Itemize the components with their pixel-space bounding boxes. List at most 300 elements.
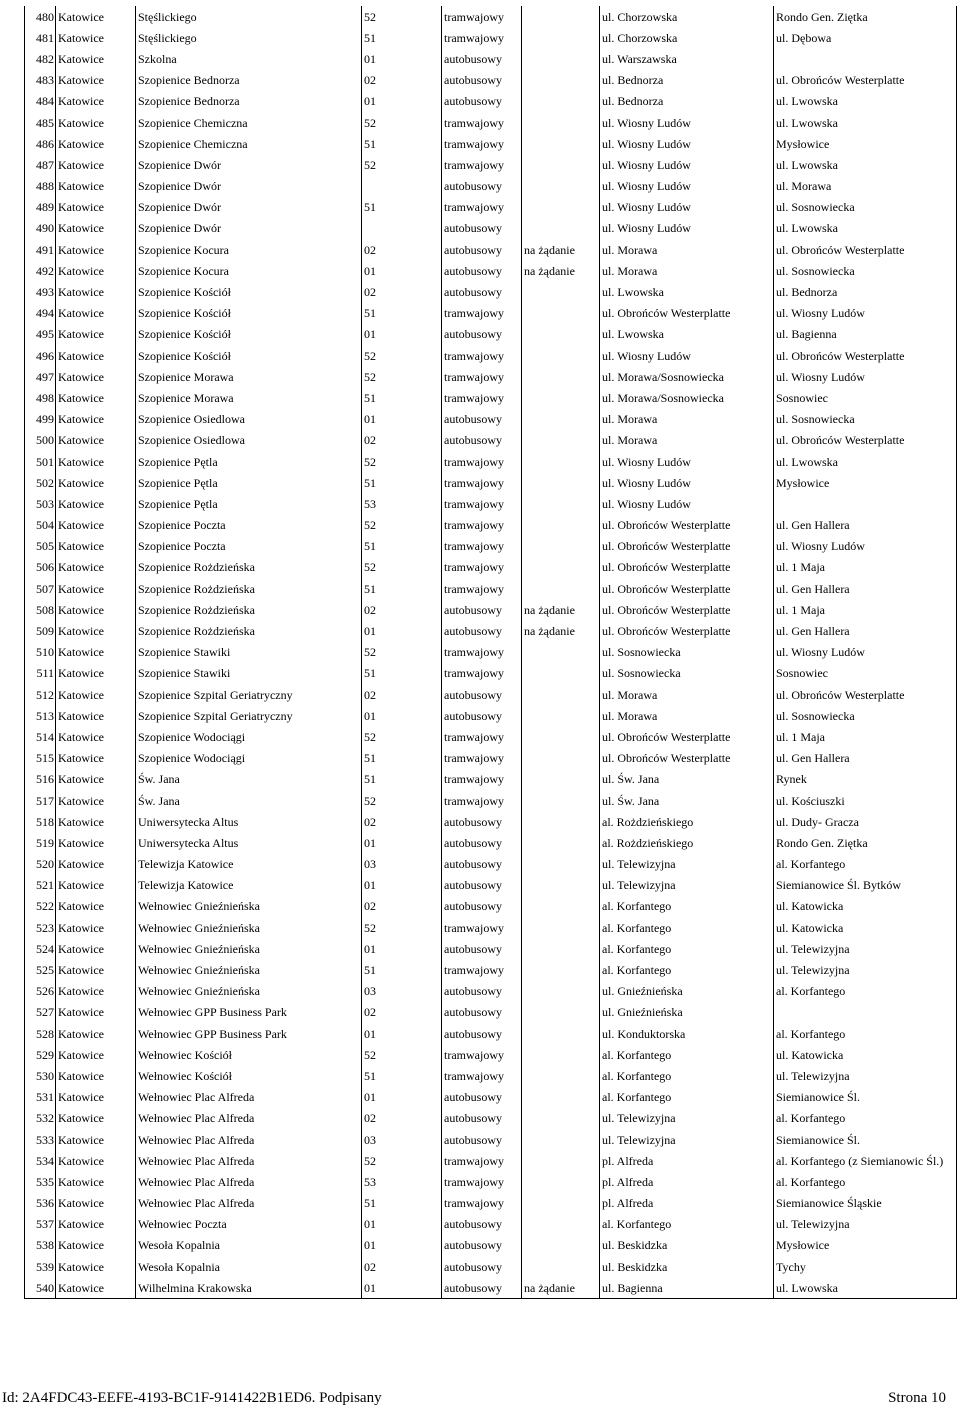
table-row [25, 769, 957, 790]
row-number-cell: 495 [25, 324, 56, 345]
street-cell: ul. Wiosny Ludów [600, 493, 774, 514]
direction-cell: ul. Telewizyjna [774, 1214, 957, 1235]
on-request-cell [522, 726, 600, 747]
on-request-cell [522, 981, 600, 1002]
stop-name-cell: Wełnowiec GPP Business Park [136, 1002, 362, 1023]
street-cell: ul. Chorzowska [600, 6, 774, 27]
table-row [25, 218, 957, 239]
direction-cell: ul. Lwowska [774, 451, 957, 472]
street-cell: al. Korfantego [600, 917, 774, 938]
stop-type-cell: autobusowy [442, 1256, 522, 1277]
stop-type-cell: autobusowy [442, 599, 522, 620]
row-number-cell: 501 [25, 451, 56, 472]
direction-cell: al. Korfantego (z Siemianowic Śl.) [774, 1150, 957, 1171]
on-request-cell [522, 1002, 600, 1023]
street-cell: ul. Telewizyjna [600, 1108, 774, 1129]
city-cell: Katowice [56, 959, 136, 980]
stop-type-cell: autobusowy [442, 91, 522, 112]
row-number-cell: 505 [25, 536, 56, 557]
on-request-cell [522, 684, 600, 705]
on-request-cell [522, 324, 600, 345]
street-cell: pl. Alfreda [600, 1150, 774, 1171]
city-cell: Katowice [56, 133, 136, 154]
direction-cell: ul. 1 Maja [774, 599, 957, 620]
table-row [25, 387, 957, 408]
row-number-cell: 486 [25, 133, 56, 154]
street-cell: ul. Św. Jana [600, 790, 774, 811]
street-cell: ul. Bednorza [600, 91, 774, 112]
stop-name-cell: Wełnowiec Kościół [136, 1044, 362, 1065]
direction-cell: ul. Sosnowiecka [774, 197, 957, 218]
stop-name-cell: Szopienice Dwór [136, 218, 362, 239]
direction-cell: ul. Sosnowiecka [774, 260, 957, 281]
city-cell: Katowice [56, 557, 136, 578]
post-number-cell: 53 [362, 493, 442, 514]
table-row [25, 1023, 957, 1044]
stop-type-cell: tramwajowy [442, 748, 522, 769]
stop-name-cell: Szopienice Kościół [136, 345, 362, 366]
street-cell: al. Korfantego [600, 1044, 774, 1065]
direction-cell: al. Korfantego [774, 1023, 957, 1044]
on-request-cell [522, 91, 600, 112]
stop-type-cell: autobusowy [442, 811, 522, 832]
city-cell: Katowice [56, 176, 136, 197]
on-request-cell [522, 176, 600, 197]
city-cell: Katowice [56, 70, 136, 91]
row-number-cell: 502 [25, 472, 56, 493]
city-cell: Katowice [56, 48, 136, 69]
street-cell: ul. Wiosny Ludów [600, 176, 774, 197]
stop-type-cell: autobusowy [442, 1002, 522, 1023]
direction-cell: ul. Dudy- Gracza [774, 811, 957, 832]
direction-cell: ul. Lwowska [774, 112, 957, 133]
direction-cell: ul. Telewizyjna [774, 1065, 957, 1086]
row-number-cell: 514 [25, 726, 56, 747]
street-cell: al. Korfantego [600, 1087, 774, 1108]
direction-cell: ul. Gen Hallera [774, 515, 957, 536]
street-cell: al. Korfantego [600, 938, 774, 959]
on-request-cell [522, 451, 600, 472]
table-row [25, 684, 957, 705]
city-cell: Katowice [56, 620, 136, 641]
stop-name-cell: Szopienice Stawiki [136, 663, 362, 684]
on-request-cell: na żądanie [522, 239, 600, 260]
city-cell: Katowice [56, 1214, 136, 1235]
row-number-cell: 491 [25, 239, 56, 260]
table-row [25, 154, 957, 175]
stop-name-cell: Wełnowiec Poczta [136, 1214, 362, 1235]
city-cell: Katowice [56, 748, 136, 769]
on-request-cell [522, 70, 600, 91]
on-request-cell [522, 854, 600, 875]
row-number-cell: 493 [25, 281, 56, 302]
city-cell: Katowice [56, 197, 136, 218]
row-number-cell: 487 [25, 154, 56, 175]
stop-type-cell: tramwajowy [442, 133, 522, 154]
city-cell: Katowice [56, 854, 136, 875]
city-cell: Katowice [56, 938, 136, 959]
table-row [25, 515, 957, 536]
row-number-cell: 530 [25, 1065, 56, 1086]
city-cell: Katowice [56, 1002, 136, 1023]
stops-table [24, 6, 957, 1299]
street-cell: ul. Lwowska [600, 324, 774, 345]
row-number-cell: 535 [25, 1171, 56, 1192]
table-row [25, 1214, 957, 1235]
stop-type-cell: tramwajowy [442, 472, 522, 493]
stop-name-cell: Szopienice Kościół [136, 324, 362, 345]
stop-type-cell: autobusowy [442, 684, 522, 705]
row-number-cell: 528 [25, 1023, 56, 1044]
stop-name-cell: Szopienice Pętla [136, 472, 362, 493]
table-row [25, 1087, 957, 1108]
stop-type-cell: autobusowy [442, 48, 522, 69]
city-cell: Katowice [56, 536, 136, 557]
post-number-cell: 01 [362, 409, 442, 430]
post-number-cell: 53 [362, 1171, 442, 1192]
table-row [25, 324, 957, 345]
table-row [25, 1277, 957, 1299]
row-number-cell: 503 [25, 493, 56, 514]
post-number-cell: 03 [362, 854, 442, 875]
stop-type-cell: autobusowy [442, 281, 522, 302]
street-cell: ul. Beskidzka [600, 1256, 774, 1277]
direction-cell: Sosnowiec [774, 663, 957, 684]
street-cell: ul. Chorzowska [600, 27, 774, 48]
street-cell: ul. Obrońców Westerplatte [600, 303, 774, 324]
street-cell: ul. Sosnowiecka [600, 642, 774, 663]
direction-cell: ul. 1 Maja [774, 726, 957, 747]
stop-type-cell: tramwajowy [442, 154, 522, 175]
post-number-cell: 52 [362, 557, 442, 578]
city-cell: Katowice [56, 451, 136, 472]
stop-type-cell: autobusowy [442, 832, 522, 853]
stop-type-cell: autobusowy [442, 324, 522, 345]
table-row [25, 239, 957, 260]
stop-type-cell: autobusowy [442, 620, 522, 641]
street-cell: ul. Bagienna [600, 1277, 774, 1299]
street-cell: ul. Obrońców Westerplatte [600, 536, 774, 557]
direction-cell: Siemianowice Śl. Bytków [774, 875, 957, 896]
direction-cell: al. Korfantego [774, 981, 957, 1002]
city-cell: Katowice [56, 1129, 136, 1150]
post-number-cell: 51 [362, 27, 442, 48]
stop-type-cell: tramwajowy [442, 515, 522, 536]
table-row [25, 642, 957, 663]
street-cell: al. Korfantego [600, 959, 774, 980]
on-request-cell [522, 303, 600, 324]
direction-cell: ul. Gen Hallera [774, 748, 957, 769]
city-cell: Katowice [56, 409, 136, 430]
direction-cell: ul. Lwowska [774, 1277, 957, 1299]
table-row [25, 938, 957, 959]
post-number-cell: 51 [362, 1193, 442, 1214]
street-cell: ul. Morawa [600, 239, 774, 260]
street-cell: ul. Obrońców Westerplatte [600, 557, 774, 578]
street-cell: ul. Obrońców Westerplatte [600, 515, 774, 536]
post-number-cell: 51 [362, 133, 442, 154]
stop-type-cell: tramwajowy [442, 6, 522, 27]
stop-name-cell: Telewizja Katowice [136, 875, 362, 896]
stop-type-cell: tramwajowy [442, 536, 522, 557]
on-request-cell [522, 472, 600, 493]
stop-name-cell: Wełnowiec Gnieźnieńska [136, 917, 362, 938]
post-number-cell: 51 [362, 1065, 442, 1086]
city-cell: Katowice [56, 684, 136, 705]
post-number-cell: 02 [362, 281, 442, 302]
city-cell: Katowice [56, 112, 136, 133]
post-number-cell: 52 [362, 917, 442, 938]
on-request-cell [522, 27, 600, 48]
stop-name-cell: Szopienice Chemiczna [136, 112, 362, 133]
street-cell: ul. Gnieźnieńska [600, 1002, 774, 1023]
table-row [25, 48, 957, 69]
row-number-cell: 512 [25, 684, 56, 705]
street-cell: ul. Wiosny Ludów [600, 112, 774, 133]
table-row [25, 133, 957, 154]
city-cell: Katowice [56, 663, 136, 684]
street-cell: ul. Wiosny Ludów [600, 133, 774, 154]
row-number-cell: 536 [25, 1193, 56, 1214]
city-cell: Katowice [56, 1235, 136, 1256]
on-request-cell [522, 1108, 600, 1129]
direction-cell: ul. Gen Hallera [774, 620, 957, 641]
on-request-cell [522, 832, 600, 853]
direction-cell: ul. Dębowa [774, 27, 957, 48]
city-cell: Katowice [56, 790, 136, 811]
stop-type-cell: autobusowy [442, 239, 522, 260]
row-number-cell: 485 [25, 112, 56, 133]
stop-name-cell: Telewizja Katowice [136, 854, 362, 875]
direction-cell: ul. Lwowska [774, 218, 957, 239]
on-request-cell [522, 1214, 600, 1235]
stop-type-cell: tramwajowy [442, 27, 522, 48]
city-cell: Katowice [56, 1044, 136, 1065]
direction-cell [774, 1002, 957, 1023]
table-row [25, 959, 957, 980]
on-request-cell [522, 48, 600, 69]
post-number-cell: 52 [362, 451, 442, 472]
row-number-cell: 480 [25, 6, 56, 27]
post-number-cell: 52 [362, 6, 442, 27]
stop-name-cell: Szopienice Szpital Geriatryczny [136, 705, 362, 726]
row-number-cell: 494 [25, 303, 56, 324]
on-request-cell [522, 790, 600, 811]
post-number-cell: 01 [362, 938, 442, 959]
table-row [25, 1129, 957, 1150]
table-row [25, 557, 957, 578]
direction-cell: ul. Wiosny Ludów [774, 303, 957, 324]
direction-cell: Tychy [774, 1256, 957, 1277]
stop-type-cell: tramwajowy [442, 790, 522, 811]
row-number-cell: 516 [25, 769, 56, 790]
stop-name-cell: Wilhelmina Krakowska [136, 1277, 362, 1299]
stop-name-cell: Szopienice Kocura [136, 239, 362, 260]
stop-type-cell: autobusowy [442, 1129, 522, 1150]
stop-type-cell: tramwajowy [442, 769, 522, 790]
city-cell: Katowice [56, 896, 136, 917]
city-cell: Katowice [56, 1087, 136, 1108]
stop-type-cell: tramwajowy [442, 557, 522, 578]
row-number-cell: 490 [25, 218, 56, 239]
city-cell: Katowice [56, 303, 136, 324]
table-row [25, 896, 957, 917]
table-row [25, 1044, 957, 1065]
row-number-cell: 496 [25, 345, 56, 366]
on-request-cell [522, 748, 600, 769]
row-number-cell: 507 [25, 578, 56, 599]
stop-name-cell: Św. Jana [136, 790, 362, 811]
stop-type-cell: autobusowy [442, 176, 522, 197]
stops-table-body [25, 6, 957, 1299]
city-cell: Katowice [56, 726, 136, 747]
table-row [25, 705, 957, 726]
on-request-cell [522, 112, 600, 133]
table-row [25, 409, 957, 430]
street-cell: ul. Wiosny Ludów [600, 154, 774, 175]
stop-type-cell: autobusowy [442, 1087, 522, 1108]
street-cell: ul. Konduktorska [600, 1023, 774, 1044]
table-row [25, 472, 957, 493]
stop-name-cell: Szopienice Osiedlowa [136, 409, 362, 430]
stop-name-cell: Szopienice Dwór [136, 154, 362, 175]
on-request-cell [522, 430, 600, 451]
post-number-cell: 51 [362, 959, 442, 980]
stop-name-cell: Wełnowiec Plac Alfreda [136, 1193, 362, 1214]
city-cell: Katowice [56, 154, 136, 175]
on-request-cell [522, 642, 600, 663]
city-cell: Katowice [56, 1023, 136, 1044]
street-cell: ul. Telewizyjna [600, 854, 774, 875]
stop-type-cell: tramwajowy [442, 366, 522, 387]
on-request-cell [522, 959, 600, 980]
city-cell: Katowice [56, 366, 136, 387]
table-row [25, 790, 957, 811]
stop-name-cell: Wełnowiec Gnieźnieńska [136, 981, 362, 1002]
table-row [25, 1150, 957, 1171]
street-cell: ul. Morawa [600, 430, 774, 451]
row-number-cell: 523 [25, 917, 56, 938]
direction-cell: ul. Wiosny Ludów [774, 642, 957, 663]
on-request-cell [522, 769, 600, 790]
post-number-cell: 51 [362, 387, 442, 408]
direction-cell [774, 48, 957, 69]
stop-type-cell: tramwajowy [442, 1193, 522, 1214]
post-number-cell: 02 [362, 599, 442, 620]
table-row [25, 112, 957, 133]
post-number-cell: 01 [362, 832, 442, 853]
street-cell: ul. Warszawska [600, 48, 774, 69]
on-request-cell [522, 663, 600, 684]
table-row [25, 854, 957, 875]
row-number-cell: 511 [25, 663, 56, 684]
post-number-cell: 52 [362, 726, 442, 747]
row-number-cell: 508 [25, 599, 56, 620]
post-number-cell: 52 [362, 345, 442, 366]
stop-name-cell: Wełnowiec Gnieźnieńska [136, 896, 362, 917]
stop-name-cell: Szopienice Rożdzieńska [136, 557, 362, 578]
street-cell: ul. Morawa [600, 409, 774, 430]
stop-type-cell: tramwajowy [442, 642, 522, 663]
row-number-cell: 534 [25, 1150, 56, 1171]
post-number-cell: 01 [362, 324, 442, 345]
row-number-cell: 483 [25, 70, 56, 91]
post-number-cell: 52 [362, 515, 442, 536]
city-cell: Katowice [56, 281, 136, 302]
row-number-cell: 532 [25, 1108, 56, 1129]
city-cell: Katowice [56, 917, 136, 938]
post-number-cell: 02 [362, 70, 442, 91]
row-number-cell: 515 [25, 748, 56, 769]
stop-type-cell: tramwajowy [442, 726, 522, 747]
stop-name-cell: Szopienice Rożdzieńska [136, 620, 362, 641]
stop-name-cell: Szkolna [136, 48, 362, 69]
page-number: Strona 10 [888, 1390, 946, 1406]
city-cell: Katowice [56, 1171, 136, 1192]
row-number-cell: 484 [25, 91, 56, 112]
table-row [25, 260, 957, 281]
stop-name-cell: Szopienice Rożdzieńska [136, 599, 362, 620]
post-number-cell: 01 [362, 1277, 442, 1299]
post-number-cell: 03 [362, 1129, 442, 1150]
city-cell: Katowice [56, 6, 136, 27]
stop-type-cell: tramwajowy [442, 1150, 522, 1171]
street-cell: ul. Wiosny Ludów [600, 472, 774, 493]
direction-cell: ul. Kościuszki [774, 790, 957, 811]
on-request-cell: na żądanie [522, 260, 600, 281]
row-number-cell: 531 [25, 1087, 56, 1108]
direction-cell: ul. Sosnowiecka [774, 705, 957, 726]
street-cell: ul. Wiosny Ludów [600, 345, 774, 366]
table-row [25, 811, 957, 832]
direction-cell: Sosnowiec [774, 387, 957, 408]
city-cell: Katowice [56, 472, 136, 493]
table-row [25, 981, 957, 1002]
direction-cell: al. Korfantego [774, 1171, 957, 1192]
city-cell: Katowice [56, 239, 136, 260]
post-number-cell: 51 [362, 472, 442, 493]
stop-type-cell: tramwajowy [442, 493, 522, 514]
row-number-cell: 482 [25, 48, 56, 69]
on-request-cell [522, 1193, 600, 1214]
row-number-cell: 492 [25, 260, 56, 281]
row-number-cell: 510 [25, 642, 56, 663]
direction-cell: ul. Katowicka [774, 917, 957, 938]
row-number-cell: 517 [25, 790, 56, 811]
row-number-cell: 506 [25, 557, 56, 578]
stop-name-cell: Wełnowiec Plac Alfreda [136, 1171, 362, 1192]
on-request-cell: na żądanie [522, 1277, 600, 1299]
city-cell: Katowice [56, 1150, 136, 1171]
direction-cell: Rondo Gen. Ziętka [774, 832, 957, 853]
stop-name-cell: Szopienice Pętla [136, 451, 362, 472]
post-number-cell: 51 [362, 578, 442, 599]
street-cell: ul. Obrońców Westerplatte [600, 578, 774, 599]
row-number-cell: 538 [25, 1235, 56, 1256]
table-row [25, 748, 957, 769]
city-cell: Katowice [56, 27, 136, 48]
direction-cell: ul. Katowicka [774, 896, 957, 917]
stop-name-cell: Szopienice Stawiki [136, 642, 362, 663]
stop-type-cell: tramwajowy [442, 1065, 522, 1086]
post-number-cell: 02 [362, 1108, 442, 1129]
post-number-cell: 02 [362, 684, 442, 705]
city-cell: Katowice [56, 981, 136, 1002]
direction-cell: Mysłowice [774, 1235, 957, 1256]
post-number-cell: 52 [362, 1150, 442, 1171]
table-row [25, 176, 957, 197]
street-cell: ul. Morawa/Sosnowiecka [600, 366, 774, 387]
